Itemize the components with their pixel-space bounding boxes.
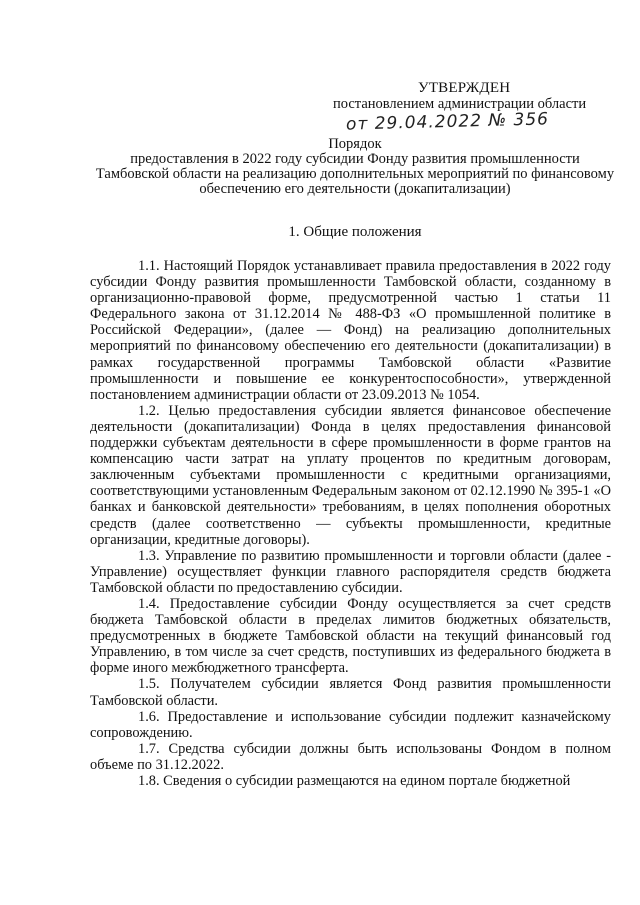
handwritten-date-number: от 29.04.2022 № 356	[345, 109, 550, 135]
paragraph-1-3: 1.3. Управление по развитию промышленности и торговли области (далее - Управление) осуществляет функции главного распорядителя средств бюджета Тамбовской области по предоставлению субсидии.	[90, 547, 611, 596]
section-body	[90, 258, 611, 789]
paragraph-1-6: 1.6. Предоставление и использование субсидии подлежит казначейскому сопровождению.	[90, 708, 611, 741]
paragraph-1-5: 1.5. Получателем субсидии является Фонд развития промышленности Тамбовской области.	[90, 676, 611, 709]
document-title	[95, 137, 615, 197]
paragraph-1-8: 1.8. Сведения о субсидии размещаются на едином портале бюджетной	[138, 773, 571, 789]
section-heading: 1. Общие положения	[288, 224, 422, 240]
paragraph-1-2: 1.2. Целью предоставления субсидии является финансовое обеспечение деятельности (докапитализации) Фонда в целях предоставления финансовой поддержки субъектам деятельности в сфере промышленности в форме грантов на компенсацию части затрат на уплату процентов по кредитным договорам, заключенным субъектами промышленности с кредитными организациями, соответствующими установленным Федеральным законом от 02.12.1990 № 395-1 «О банках и банковской деятельности» требованиям, в целях пополнения оборотных средств (далее соответственно — субъекты промышленности, кредитные организации, кредитные договоры).	[90, 402, 611, 548]
paragraph-1-1: 1.1. Настоящий Порядок устанавливает правила предоставления в 2022 году субсидии Фонду развития промышленности Тамбовской области, созданному в организационно-правовой форме, предусмотренной частью 1 статьи 11 Федерального закона от 31.12.2014 № 488-ФЗ «О промышленной политике в Российской Федерации», (далее — Фонд) на реализацию дополнительных мероприятий по финансовому обеспечению его деятельности (докапитализации) в рамках государственной программы Тамбовской области «Развитие промышленности и повышение ее конкурентоспособности», утвержденной постановлением администрации области от 23.09.2013 № 1054.	[90, 258, 611, 403]
title-word: Порядок	[328, 136, 382, 152]
approved-by-text: постановлением администрации области	[333, 96, 587, 112]
approved-stamp-text: УТВЕРЖДЕН	[418, 80, 511, 96]
title-subtitle: предоставления в 2022 году субсидии Фонду развития промышленности Тамбовской области на реализацию дополнительных мероприятий по финансовому обеспечению его деятельности (докапитализации)	[95, 151, 615, 197]
paragraph-1-4: 1.4. Предоставление субсидии Фонду осуществляется за счет средств бюджета Тамбовской области в пределах лимитов бюджетных обязательств, предусмотренных в бюджете Тамбовской области на текущий финансовый год Управлению, в том числе за счет средств, поступивших из федерального бюджета в форме иного межбюджетного трансферта.	[90, 595, 611, 677]
paragraph-1-7: 1.7. Средства субсидии должны быть использованы Фондом в полном объеме по 31.12.2022.	[90, 740, 611, 773]
